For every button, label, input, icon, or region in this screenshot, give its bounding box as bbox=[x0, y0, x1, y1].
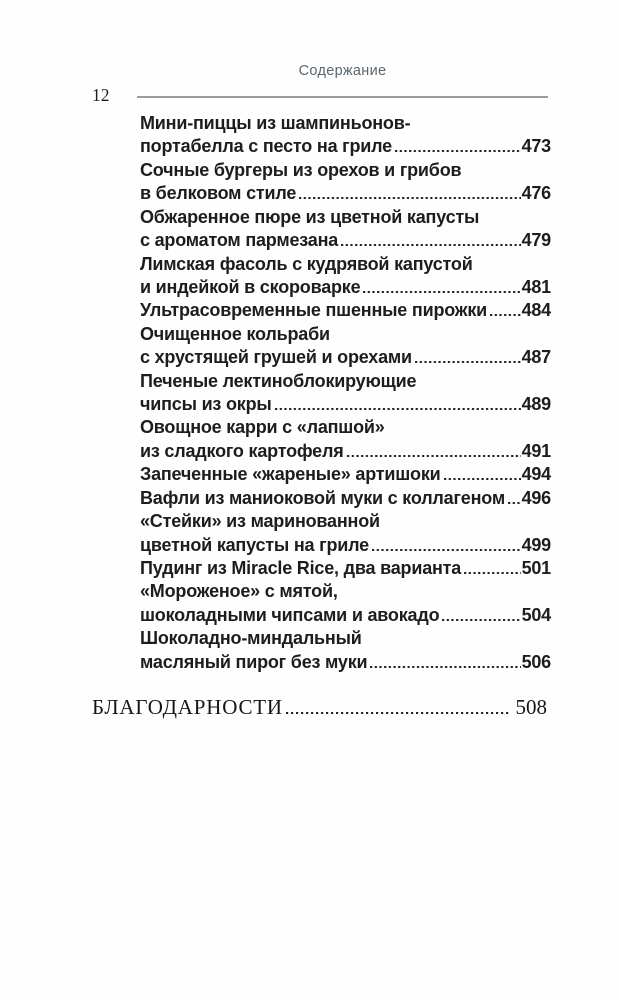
dot-leader bbox=[372, 549, 521, 551]
toc-page-number: 489 bbox=[521, 394, 551, 415]
toc-entry-title: цветной капусты на гриле bbox=[140, 534, 369, 555]
toc-entry-title: Лимская фасоль с кудрявой капустой bbox=[140, 253, 473, 274]
toc-entry-line bbox=[140, 370, 551, 393]
toc-entry-title: с хрустящей грушей и орехами bbox=[140, 347, 412, 368]
section-label: БЛАГОДАРНОСТИ bbox=[92, 695, 283, 719]
toc-entry bbox=[140, 159, 551, 206]
toc-entry-line bbox=[140, 206, 551, 229]
dot-leader bbox=[370, 666, 520, 668]
toc-entry-line bbox=[140, 135, 551, 158]
toc-entry-line bbox=[140, 627, 551, 650]
toc-entry-line bbox=[140, 112, 551, 135]
toc-page-number: 484 bbox=[521, 300, 551, 321]
toc-entry bbox=[140, 557, 551, 580]
toc-page-number: 479 bbox=[521, 230, 551, 251]
toc-entry-title: Мини-пиццы из шампиньонов- bbox=[140, 113, 411, 133]
toc-entry-title: Очищенное кольраби bbox=[140, 323, 330, 344]
folio-page-number: 12 bbox=[92, 85, 110, 105]
toc-page-number: 508 bbox=[515, 695, 547, 719]
toc-page-number: 496 bbox=[521, 487, 551, 508]
toc-entry bbox=[140, 463, 551, 486]
toc-entry bbox=[140, 416, 551, 463]
toc-entry-line bbox=[140, 416, 551, 439]
toc-entry-title: с ароматом пармезана bbox=[140, 230, 339, 251]
toc-entry bbox=[140, 299, 551, 322]
toc-entry bbox=[140, 112, 551, 159]
toc-entry-line bbox=[140, 534, 551, 557]
toc-list bbox=[140, 112, 551, 674]
dot-leader bbox=[490, 314, 521, 316]
toc-entry-line bbox=[140, 159, 551, 182]
toc-entry-line bbox=[140, 651, 551, 674]
dot-leader bbox=[442, 619, 520, 621]
dot-leader bbox=[415, 361, 521, 363]
toc-entry-line bbox=[140, 346, 551, 369]
toc-page-number: 481 bbox=[521, 276, 551, 297]
toc-entry-line bbox=[140, 580, 551, 603]
toc-entry-line bbox=[140, 557, 551, 580]
toc-entry-title: Обжаренное пюре из цветной капусты bbox=[140, 206, 480, 227]
toc-entry-title: шоколадными чипсами и авокадо bbox=[140, 604, 440, 625]
toc-page-number: 504 bbox=[521, 604, 551, 625]
toc-entry bbox=[140, 627, 551, 674]
dot-leader bbox=[299, 197, 520, 199]
toc-entry-title: в белковом стиле bbox=[140, 183, 297, 204]
toc-entry-title: чипсы из окры bbox=[140, 394, 272, 415]
toc-entry-line bbox=[140, 299, 551, 322]
toc-entry-title: «Стейки» из маринованной bbox=[140, 511, 380, 532]
toc-entry-line bbox=[140, 487, 551, 510]
toc-page-number: 499 bbox=[521, 534, 551, 555]
toc-page-number: 494 bbox=[521, 464, 551, 485]
toc-entry-line bbox=[140, 323, 551, 346]
toc-entry-title: Шоколадно-миндальный bbox=[140, 628, 362, 649]
dot-leader bbox=[444, 478, 521, 480]
toc-page-number: 473 bbox=[521, 136, 551, 157]
toc-entry-line bbox=[140, 510, 551, 533]
dot-leader bbox=[275, 408, 521, 410]
running-header: Содержание bbox=[298, 63, 387, 79]
toc-entry-title: Овощное карри с «лапшой» bbox=[140, 417, 385, 438]
toc-entry bbox=[140, 370, 551, 417]
toc-entry bbox=[140, 510, 551, 557]
toc-page-number: 476 bbox=[521, 183, 551, 204]
toc-entry-line bbox=[140, 604, 551, 627]
toc-entry bbox=[140, 253, 551, 300]
toc-entry bbox=[140, 206, 551, 253]
dot-leader bbox=[286, 712, 509, 714]
toc-page-number: 491 bbox=[521, 440, 551, 461]
toc-entry-title: и индейкой в скороварке bbox=[140, 276, 361, 297]
toc-entry-title: масляный пирог без муки bbox=[140, 651, 368, 672]
toc-entry-line bbox=[140, 393, 551, 416]
toc-page-number: 501 bbox=[521, 558, 551, 579]
dot-leader bbox=[395, 150, 521, 152]
toc-entry-title: Запеченные «жареные» артишоки bbox=[140, 464, 441, 485]
toc-entry bbox=[140, 323, 551, 370]
toc-entry-title: Вафли из маниоковой муки с коллагеном bbox=[140, 487, 505, 508]
toc-entry bbox=[140, 580, 551, 627]
toc-entry bbox=[140, 487, 551, 510]
toc-entry-acknowledgments bbox=[92, 695, 547, 720]
header-rule bbox=[137, 96, 548, 98]
toc-entry-title: «Мороженое» с мятой, bbox=[140, 581, 338, 602]
dot-leader bbox=[464, 572, 520, 574]
dot-leader bbox=[363, 291, 520, 293]
dot-leader bbox=[508, 502, 521, 504]
toc-entry-title: Ультрасовременные пшенные пирожки bbox=[140, 300, 488, 321]
toc-page-number: 506 bbox=[521, 651, 551, 672]
toc-entry-title: Печеные лектиноблокирующие bbox=[140, 370, 417, 391]
toc-entry-title: Сочные бургеры из орехов и грибов bbox=[140, 159, 462, 180]
toc-entry-title: портабелла с песто на гриле bbox=[140, 136, 392, 157]
toc-entry-line bbox=[140, 463, 551, 486]
toc-entry-title: из сладкого картофеля bbox=[140, 440, 344, 461]
toc-entry-line bbox=[140, 276, 551, 299]
toc-entry-title: Пудинг из Miracle Rice, два варианта bbox=[140, 558, 462, 579]
toc-entry-line bbox=[140, 182, 551, 205]
dot-leader bbox=[347, 455, 521, 457]
toc-entry-line bbox=[140, 253, 551, 276]
toc-entry-line bbox=[140, 440, 551, 463]
toc-page-number: 487 bbox=[521, 347, 551, 368]
dot-leader bbox=[341, 244, 520, 246]
toc-entry-line bbox=[140, 229, 551, 252]
